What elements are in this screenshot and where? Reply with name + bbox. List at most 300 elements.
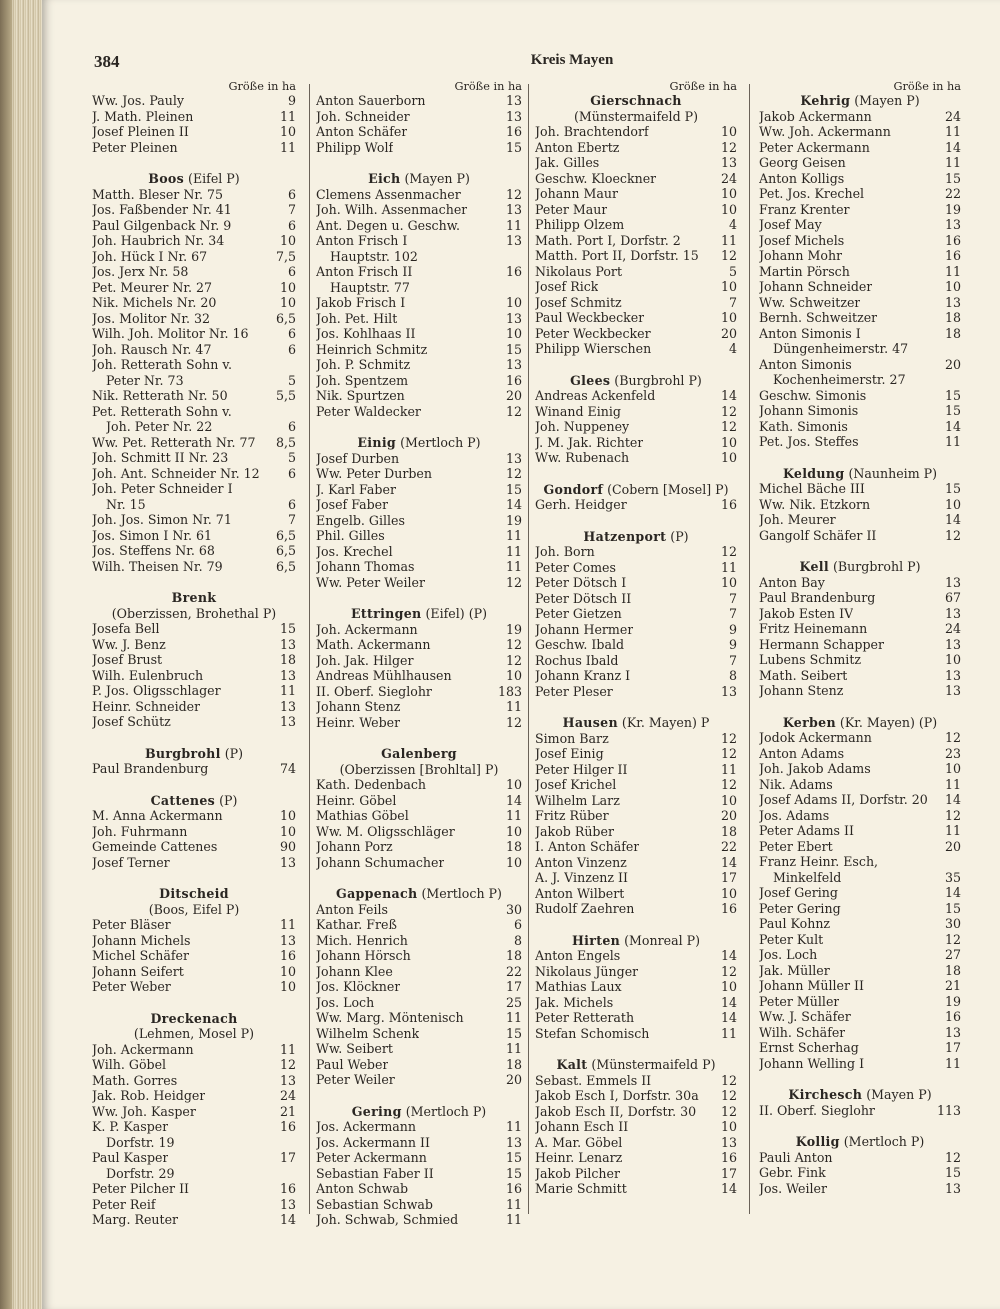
list-item <box>535 746 737 762</box>
list-item <box>759 994 961 1010</box>
owner-name: Sebastian Faber II <box>316 1165 434 1181</box>
farm-size-ha: 16 <box>279 948 296 963</box>
farm-size-ha: 10 <box>279 233 296 248</box>
farm-size-ha: 6,5 <box>275 543 296 558</box>
list-item <box>316 528 522 544</box>
owner-name: Nr. 15 <box>106 496 146 512</box>
owner-name: Peter Pleser <box>535 683 613 699</box>
list-item <box>759 341 961 357</box>
list-item <box>535 948 737 964</box>
owner-name: Anton Simonis I <box>759 325 861 341</box>
list-item <box>759 1009 961 1025</box>
town-name: Hausen <box>562 715 618 730</box>
farm-size-ha: 11 <box>720 559 737 575</box>
owner-name: Jos. Klöckner <box>316 979 401 994</box>
town-heading <box>535 93 737 109</box>
list-item <box>535 839 737 855</box>
owner-name: Johann Hermer <box>535 621 634 637</box>
owner-name: Hauptstr. 102 <box>330 248 418 264</box>
farm-size-ha: 11 <box>944 124 961 139</box>
farm-size-ha: 18 <box>505 839 522 854</box>
list-item <box>759 808 961 824</box>
owner-name: Jak. Rob. Heidger <box>92 1088 206 1103</box>
list-item <box>316 140 522 156</box>
list-item <box>92 1150 296 1166</box>
farm-size-ha: 18 <box>505 948 522 963</box>
farm-size-ha: 10 <box>505 854 522 870</box>
post-office-note: (Mayen P) <box>854 93 920 108</box>
list-item <box>92 388 296 404</box>
list-item <box>316 1010 522 1026</box>
list-item <box>535 979 737 995</box>
farm-size-ha: 16 <box>505 372 522 388</box>
owner-name: Jos. Loch <box>759 947 818 962</box>
farm-size-ha <box>957 341 961 357</box>
farm-size-ha: 7 <box>287 512 296 527</box>
farm-size-ha: 6 <box>287 341 296 357</box>
owner-name: K. P. Kasper <box>92 1119 169 1134</box>
list-item <box>535 248 737 264</box>
list-item <box>316 404 522 420</box>
list-item <box>316 1212 522 1228</box>
farm-size-ha: 10 <box>720 201 737 217</box>
list-item <box>316 295 522 311</box>
list-item <box>535 886 737 902</box>
owner-name: Jak. Michels <box>535 994 614 1010</box>
list-item <box>316 917 522 933</box>
owner-name: Johann Welling I <box>759 1055 865 1071</box>
list-item <box>535 622 737 638</box>
list-item <box>535 1166 737 1182</box>
farm-size-ha: 20 <box>505 1072 522 1087</box>
owner-name: Joh. Brachtendorf <box>535 124 649 139</box>
owner-name: Joh. Ackermann <box>316 621 418 637</box>
owner-name: Kath. Simonis <box>759 418 848 434</box>
owner-name: Kath. Dedenbach <box>316 777 427 792</box>
owner-name: Anton Schäfer <box>316 124 408 139</box>
farm-size-ha: 16 <box>505 1181 522 1196</box>
farm-size-ha: 13 <box>505 1134 522 1150</box>
town-name: Gering <box>351 1103 402 1119</box>
farm-size-ha <box>292 357 296 373</box>
list-item <box>316 1119 522 1135</box>
farm-size-ha: 12 <box>720 248 737 263</box>
farm-size-ha: 10 <box>720 124 737 139</box>
owner-name: Anton Bay <box>759 574 825 590</box>
list-item <box>92 187 296 203</box>
farm-size-ha: 20 <box>720 808 737 823</box>
town-heading <box>316 435 522 451</box>
list-item <box>316 1072 522 1088</box>
town-heading <box>535 373 737 389</box>
list-item <box>92 1057 296 1073</box>
farm-size-ha: 12 <box>505 637 522 652</box>
list-item <box>316 187 522 203</box>
list-item <box>535 824 737 840</box>
owner-name: Jakob Rüber <box>535 823 614 839</box>
page-header <box>42 52 1000 74</box>
list-item <box>92 543 296 559</box>
town-heading <box>316 171 522 187</box>
owner-name: Joh. Spentzem <box>316 372 409 388</box>
owner-name: Joh. Schmitt II Nr. 23 <box>92 450 229 465</box>
list-item <box>92 1119 296 1135</box>
town-name: Gappenach <box>336 886 418 901</box>
owner-name: Joh. Rausch Nr. 47 <box>92 341 212 357</box>
farm-size-ha: 11 <box>944 823 961 838</box>
size-column-label: Größe in ha <box>669 80 737 93</box>
owner-name: Ww. Joh. Kasper <box>92 1103 196 1119</box>
list-item <box>92 917 296 933</box>
list-item <box>535 777 737 793</box>
farm-size-ha: 21 <box>944 978 961 993</box>
town-name: Galenberg <box>381 746 457 761</box>
owner-name: Winand Einig <box>535 403 621 419</box>
post-office-note: (P) <box>224 745 244 761</box>
farm-size-ha: 11 <box>505 1196 522 1212</box>
farm-size-ha: 15 <box>279 621 296 636</box>
post-office-note: (Mertloch P) <box>421 886 502 901</box>
owner-name: Pet. Meurer Nr. 27 <box>92 279 213 295</box>
owner-name: Ww. Marg. Möntenisch <box>316 1010 464 1025</box>
farm-size-ha: 10 <box>720 979 737 994</box>
list-item <box>759 652 961 668</box>
farm-size-ha: 17 <box>944 1040 961 1055</box>
list-item <box>316 793 522 809</box>
list-item <box>92 435 296 451</box>
owner-name: Jos. Ackermann II <box>316 1134 430 1150</box>
owner-name: Peter Nr. 73 <box>106 372 184 388</box>
list-item <box>759 171 961 187</box>
town-name: Boos <box>148 171 185 186</box>
town-name: Hirten <box>571 932 621 948</box>
farm-size-ha: 13 <box>944 683 961 698</box>
farm-size-ha: 4 <box>728 341 737 356</box>
owner-name: Josef Einig <box>535 746 604 761</box>
farm-size-ha: 12 <box>720 746 737 761</box>
list-item <box>759 512 961 528</box>
owner-name: Josef Krichel <box>535 777 617 792</box>
farm-size-ha: 13 <box>944 1024 961 1040</box>
list-item <box>92 714 296 730</box>
farm-size-ha: 15 <box>944 403 961 418</box>
farm-size-ha: 6 <box>513 917 522 932</box>
farm-size-ha: 12 <box>505 186 522 202</box>
list-item <box>92 311 296 327</box>
list-item <box>759 403 961 419</box>
list-item <box>535 1104 737 1120</box>
owner-name: Ww. Seibert <box>316 1041 393 1056</box>
owner-name: Franz Heinr. Esch, <box>759 854 879 869</box>
farm-size-ha: 13 <box>944 217 961 232</box>
owner-name: Heinr. Lenarz <box>535 1150 623 1165</box>
farm-size-ha: 19 <box>944 201 961 217</box>
farm-size-ha: 13 <box>505 202 522 217</box>
owner-name: Georg Geisen <box>759 155 846 170</box>
town-name: Eich <box>368 171 401 186</box>
farm-size-ha: 25 <box>505 994 522 1010</box>
farm-size-ha: 10 <box>279 979 296 994</box>
farm-size-ha: 6 <box>287 186 296 202</box>
farm-size-ha: 17 <box>505 979 522 994</box>
farm-size-ha: 12 <box>720 544 737 559</box>
list-item <box>759 823 961 839</box>
owner-name: Josef Faber <box>316 497 389 512</box>
owner-name: Minkelfeld <box>773 869 842 885</box>
farm-size-ha: 5 <box>728 263 737 279</box>
post-office-note: (Lehmen, Mosel P) <box>133 1026 255 1041</box>
owner-name: Dorfstr. 29 <box>106 1165 175 1181</box>
owner-name: Joh. Jakob Adams <box>759 761 871 776</box>
farm-size-ha: 13 <box>505 93 522 108</box>
list-item <box>92 93 296 109</box>
town-heading <box>535 715 737 731</box>
town-heading <box>316 746 522 762</box>
owner-name: Johann Stenz <box>316 699 401 714</box>
list-item <box>535 606 737 622</box>
list-item <box>92 528 296 544</box>
list-item <box>535 264 737 280</box>
owner-name: Jak. Müller <box>759 962 830 978</box>
list-item <box>316 373 522 389</box>
farm-size-ha: 22 <box>944 186 961 201</box>
owner-name: Jos. Jerx Nr. 58 <box>92 264 189 279</box>
farm-size-ha <box>957 854 961 870</box>
owner-name: Jos. Krechel <box>316 543 393 559</box>
list-item <box>92 419 296 435</box>
owner-name: Jos. Loch <box>316 994 375 1010</box>
farm-size-ha: 6,5 <box>275 558 296 574</box>
list-item <box>535 450 737 466</box>
town-name: Kerben <box>782 714 836 730</box>
post-office-note: (Münstermaifeld P) <box>573 108 699 124</box>
owner-name: Joh. Meurer <box>759 512 836 527</box>
farm-size-ha: 14 <box>720 948 737 963</box>
list-item <box>759 372 961 388</box>
farm-size-ha: 10 <box>944 496 961 512</box>
farm-size-ha: 6 <box>287 496 296 512</box>
town-heading <box>535 933 737 949</box>
town-name: Kirchesch <box>788 1087 863 1102</box>
owner-name: Paul Kasper <box>92 1150 169 1165</box>
list-item <box>759 388 961 404</box>
farm-size-ha: 13 <box>944 294 961 310</box>
list-item <box>535 575 737 591</box>
list-item <box>92 761 296 777</box>
owner-name: Dorfstr. 19 <box>106 1134 175 1150</box>
farm-size-ha: 19 <box>505 621 522 637</box>
farm-size-ha: 14 <box>944 885 961 900</box>
farm-size-ha: 17 <box>720 1165 737 1181</box>
list-item <box>759 497 961 513</box>
list-item <box>316 715 522 731</box>
list-item <box>535 341 737 357</box>
list-item <box>92 1166 296 1182</box>
list-item <box>535 544 737 560</box>
farm-size-ha: 12 <box>944 931 961 947</box>
list-item <box>92 668 296 684</box>
list-item <box>535 793 737 809</box>
farm-size-ha: 20 <box>944 356 961 372</box>
list-item <box>316 202 522 218</box>
post-office-note: (Mertloch P) <box>400 435 481 450</box>
list-item <box>759 434 961 450</box>
owner-name: Johann Simonis <box>759 403 859 418</box>
post-office-note: (Naunheim P) <box>848 465 938 481</box>
owner-name: Engelb. Gilles <box>316 512 405 528</box>
farm-size-ha: 13 <box>944 574 961 590</box>
town-name: Einig <box>357 435 397 450</box>
owner-name: Jakob Frisch I <box>316 295 406 310</box>
farm-size-ha: 16 <box>944 248 961 263</box>
owner-name: Peter Reif <box>92 1196 156 1212</box>
owner-name: Josef Brust <box>92 652 163 667</box>
document-page <box>42 0 1000 1309</box>
owner-name: Johann Schumacher <box>316 854 445 870</box>
farm-size-ha: 13 <box>944 636 961 652</box>
town-name: Kell <box>799 559 829 574</box>
list-item <box>316 280 522 296</box>
owner-name: Nikolaus Jünger <box>535 963 639 979</box>
farm-size-ha: 7 <box>728 294 737 310</box>
list-item <box>316 1057 522 1073</box>
farm-size-ha: 9 <box>728 621 737 637</box>
owner-name: Wilh. Schäfer <box>759 1024 846 1040</box>
town-heading <box>316 886 522 902</box>
owner-name: Josef Schütz <box>92 714 171 729</box>
list-item <box>316 933 522 949</box>
owner-name: Jos. Ackermann <box>316 1119 417 1134</box>
farm-size-ha: 11 <box>944 155 961 170</box>
owner-name: Anton Schwab <box>316 1181 409 1196</box>
owner-name: Peter Ackermann <box>316 1150 427 1165</box>
list-item <box>759 885 961 901</box>
list-item <box>316 575 522 591</box>
list-item <box>92 855 296 871</box>
owner-name: Joh. Retterath Sohn v. <box>92 357 233 372</box>
farm-size-ha: 14 <box>720 1181 737 1196</box>
farm-size-ha: 12 <box>720 1072 737 1088</box>
town-name: Glees <box>570 372 611 388</box>
farm-size-ha: 10 <box>720 310 737 325</box>
post-office-note: (P) <box>670 528 689 544</box>
owner-name: Anton Kolligs <box>759 170 845 186</box>
farm-size-ha: 10 <box>505 326 522 341</box>
owner-name: Pet. Jos. Steffes <box>759 434 859 449</box>
owner-name: Peter Müller <box>759 993 840 1009</box>
farm-size-ha: 10 <box>944 652 961 667</box>
owner-name: Jakob Ackermann <box>759 108 872 124</box>
farm-size-ha: 15 <box>944 387 961 403</box>
farm-size-ha: 16 <box>720 497 737 512</box>
list-item <box>92 450 296 466</box>
list-item <box>759 124 961 140</box>
list-item <box>92 699 296 715</box>
post-office-note: (Mayen P) <box>866 1087 932 1102</box>
owner-name: Jakob Esch I, Dorfstr. 30a <box>535 1088 699 1103</box>
list-item <box>535 435 737 451</box>
list-item <box>92 373 296 389</box>
farm-size-ha: 14 <box>720 1010 737 1025</box>
list-item <box>92 808 296 824</box>
list-item <box>759 1165 961 1181</box>
list-item <box>759 621 961 637</box>
farm-size-ha: 4 <box>728 217 737 232</box>
owner-name: Andreas Ackenfeld <box>535 388 656 403</box>
town-name: Brenk <box>171 590 217 605</box>
farm-size-ha: 10 <box>279 823 296 839</box>
list-item <box>535 186 737 202</box>
list-item <box>535 808 737 824</box>
farm-size-ha: 14 <box>279 1212 296 1227</box>
owner-name: Fritz Rüber <box>535 808 609 823</box>
list-item <box>316 326 522 342</box>
farm-size-ha: 19 <box>505 512 522 528</box>
owner-name: Joh. Peter Nr. 22 <box>106 419 213 434</box>
post-office-note: (Burgbrohl P) <box>832 559 921 574</box>
owner-name: Stefan Schomisch <box>535 1025 650 1041</box>
farm-size-ha <box>518 249 522 265</box>
list-item <box>92 964 296 980</box>
owner-name: Ww. Rubenach <box>535 450 630 465</box>
owner-name: Joh. Hück I Nr. 67 <box>92 248 208 264</box>
owner-name: Josef Terner <box>92 854 170 870</box>
owner-name: Franz Krenter <box>759 201 850 217</box>
owner-name: Ant. Degen u. Geschw. <box>316 217 460 233</box>
list-item <box>316 93 522 109</box>
list-item <box>92 979 296 995</box>
farm-size-ha: 11 <box>279 139 296 155</box>
owner-name: Mathias Laux <box>535 979 622 994</box>
owner-name: Johann Maur <box>535 186 619 201</box>
list-item <box>92 357 296 373</box>
farm-size-ha: 15 <box>505 1150 522 1165</box>
farm-size-ha: 8 <box>728 668 737 683</box>
owner-name: Geschw. Ibald <box>535 637 625 652</box>
farm-size-ha: 7 <box>287 202 296 217</box>
farm-size-ha <box>292 1166 296 1182</box>
list-item <box>316 1026 522 1042</box>
list-item <box>759 1025 961 1041</box>
list-item <box>316 995 522 1011</box>
list-item <box>316 699 522 715</box>
owner-name: Jos. Faßbender Nr. 41 <box>92 202 232 217</box>
list-item <box>316 218 522 234</box>
farm-size-ha: 14 <box>505 497 522 512</box>
list-item <box>92 1042 296 1058</box>
farm-size-ha: 10 <box>720 792 737 808</box>
list-item <box>316 559 522 575</box>
owner-name: Peter Hilger II <box>535 761 628 777</box>
list-item <box>92 280 296 296</box>
town-heading <box>759 1087 961 1103</box>
farm-size-ha: 7 <box>728 590 737 606</box>
list-item <box>759 202 961 218</box>
town-heading <box>316 1104 522 1120</box>
list-item <box>92 1088 296 1104</box>
farm-size-ha: 7,5 <box>275 248 296 264</box>
list-item <box>759 264 961 280</box>
list-item <box>759 140 961 156</box>
list-item <box>759 1181 961 1197</box>
owner-name: Johann Klee <box>316 963 393 979</box>
post-office-note: (Kr. Mayen) (P) <box>839 714 938 730</box>
owner-name: Michel Bäche III <box>759 481 865 496</box>
list-item <box>759 777 961 793</box>
list-item <box>759 217 961 233</box>
list-item <box>316 902 522 918</box>
farm-size-ha: 12 <box>944 807 961 823</box>
